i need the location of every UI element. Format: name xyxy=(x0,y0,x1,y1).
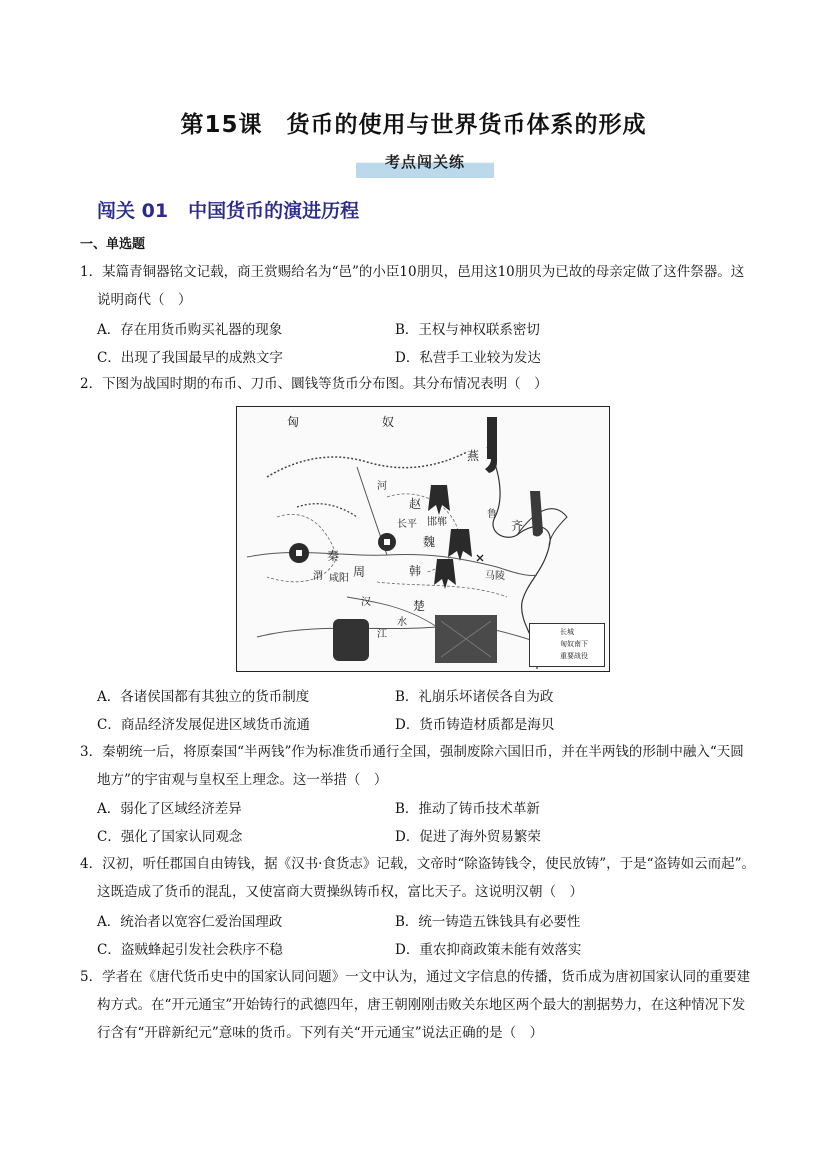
map-label: 楚 xyxy=(413,599,426,613)
legend-item: 长城 xyxy=(560,628,574,636)
map-label: 匈 xyxy=(287,415,300,429)
question-text: 3．秦朝统一后，将原秦国“半两钱”作为标准货币通行全国，强制废除六国旧币，并在半两钱的形制中融入“天圆地方”的宇宙观与皇权至上理念。这一举措（ ） xyxy=(80,744,744,788)
option-b[interactable]: B．推动了铸币技术革新 xyxy=(395,801,540,817)
section-title: 中国货币的演进历程 xyxy=(188,200,360,222)
option-c[interactable]: C．出现了我国最早的成熟文字 xyxy=(97,350,283,366)
section-prefix: 闯关 01 xyxy=(97,200,169,222)
map-label: 渭 xyxy=(313,571,323,582)
question-type-heading: 一、单选题 xyxy=(80,237,146,252)
map-label: 魏 xyxy=(423,535,436,549)
map-label: 韩 xyxy=(409,564,422,578)
option-b[interactable]: B．统一铸造五铢钱具有必要性 xyxy=(395,914,581,930)
question-2 xyxy=(80,370,756,398)
option-a[interactable]: A．弱化了区域经济差异 xyxy=(97,801,242,817)
option-a[interactable]: A．存在用货币购买礼器的现象 xyxy=(97,322,283,338)
question-3 xyxy=(80,738,756,794)
map-label: 赵 xyxy=(409,497,422,511)
question-text: 4．汉初，听任郡国自由铸钱，据《汉书·食货志》记载，文帝时“除盗铸钱令，使民放铸”，于是“盗铸如云而起”。这既造成了货币的混乱，又使富商大贾操纵铸币权，富比天子。这说明汉朝（ ） xyxy=(80,856,755,900)
option-c[interactable]: C．商品经济发展促进区域货币流通 xyxy=(97,717,310,733)
question-text: 5．学者在《唐代货币史中的国家认同问题》一文中认为，通过文字信息的传播，货币成为唐初国家认同的重要建构方式。在“开元通宝”开始铸行的武德四年，唐王朝刚刚击败关东地区两个最大的割据势力，在这种情况下发行含有“开辟新纪元”意味的货币。下列有关“开元通宝”说法正确的是（ ） xyxy=(80,969,751,1041)
section-heading xyxy=(97,196,359,223)
map-legend xyxy=(529,623,605,667)
map-label: 咸阳 xyxy=(329,573,349,584)
option-a[interactable]: A．统治者以宽容仁爱治国理政 xyxy=(97,914,283,930)
question-5 xyxy=(80,963,756,1047)
practice-badge: 考点闯关练 xyxy=(356,150,494,178)
map-label: 齐 xyxy=(511,519,524,533)
option-b[interactable]: B．礼崩乐坏诸侯各自为政 xyxy=(395,689,554,705)
option-d[interactable]: D．促进了海外贸易繁荣 xyxy=(395,829,541,845)
option-d[interactable]: D．私营手工业较为发达 xyxy=(395,350,541,366)
question-text: 1．某篇青铜器铭文记载，商王赏赐给名为“邑”的小臣10朋贝，邑用这10朋贝为已故的母亲定做了这件祭器。这说明商代（ ） xyxy=(80,264,745,308)
map-label: 周 xyxy=(353,565,366,579)
map-label: 江 xyxy=(377,629,387,640)
option-d[interactable]: D．重农抑商政策未能有效落实 xyxy=(395,942,582,958)
map-label: 马陵 xyxy=(485,571,505,582)
map-label: 邯郸 xyxy=(427,517,447,528)
legend-item: 重要战役 xyxy=(560,652,588,660)
option-a[interactable]: A．各诸侯国都有其独立的货币制度 xyxy=(97,689,310,705)
map-label: 河 xyxy=(377,481,387,492)
legend-item: 匈奴南下 xyxy=(560,640,588,648)
question-text: 2．下图为战国时期的布币、刀币、圜钱等货币分布图。其分布情况表明（ ） xyxy=(80,376,548,392)
map-label: 燕 xyxy=(467,449,480,463)
map-label: 鲁 xyxy=(487,509,497,520)
map-label: 秦 xyxy=(327,549,340,563)
map-label: 汉 xyxy=(361,597,371,608)
warring-states-currency-map xyxy=(236,406,610,672)
map-label: 长平 xyxy=(397,519,417,530)
question-4 xyxy=(80,850,756,906)
map-label: 奴 xyxy=(382,415,395,429)
option-c[interactable]: C．盗贼蜂起引发社会秩序不稳 xyxy=(97,942,283,958)
map-label: 水 xyxy=(397,617,407,628)
lesson-title: 第15课 货币的使用与世界货币体系的形成 xyxy=(180,112,647,138)
question-1 xyxy=(80,258,756,314)
option-d[interactable]: D．货币铸造材质都是海贝 xyxy=(395,717,555,733)
option-c[interactable]: C．强化了国家认同观念 xyxy=(97,829,243,845)
option-b[interactable]: B．王权与神权联系密切 xyxy=(395,322,540,338)
